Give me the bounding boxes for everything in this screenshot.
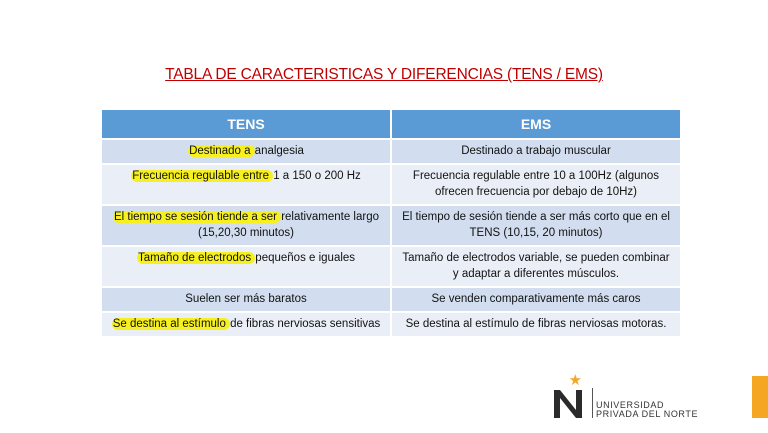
ems-cell: Tamaño de electrodos variable, se pueden combinar y adaptar a diferentes músculos. xyxy=(391,246,680,287)
column-header-ems: EMS xyxy=(391,110,680,139)
tens-cell xyxy=(102,139,391,164)
university-logo-text xyxy=(596,401,698,419)
table-row xyxy=(102,205,680,246)
ems-cell: Frecuencia regulable entre 10 a 100Hz (algunos ofrecen frecuencia por debajo de 10Hz) xyxy=(391,164,680,205)
ems-cell: El tiempo de sesión tiende a ser más corto que en el TENS (10,15, 20 minutos) xyxy=(391,205,680,246)
orange-accent-bar xyxy=(752,376,768,418)
column-header-tens: TENS xyxy=(102,110,391,139)
tens-text: de fibras nerviosas sensitivas xyxy=(230,318,381,330)
tens-highlight: Se destina al estímulo xyxy=(112,318,230,330)
ems-cell: Se venden comparativamente más caros xyxy=(391,287,680,312)
tens-text: Suelen ser más baratos xyxy=(185,293,307,305)
tens-text: relativamente largo (15,20,30 minutos) xyxy=(198,211,379,239)
tens-text: pequeños e iguales xyxy=(255,252,356,264)
tens-cell xyxy=(102,164,391,205)
table-row xyxy=(102,139,680,164)
logo-line-2: PRIVADA DEL NORTE xyxy=(596,409,699,419)
tens-highlight: Destinado a xyxy=(189,145,254,157)
comparison-table xyxy=(102,110,680,338)
page-title: TABLA DE CARACTERISTICAS Y DIFERENCIAS (TENS / EMS) xyxy=(165,66,603,83)
tens-cell xyxy=(102,312,391,337)
tens-cell xyxy=(102,205,391,246)
table-row xyxy=(102,164,680,205)
ems-cell: Destinado a trabajo muscular xyxy=(391,139,680,164)
tens-highlight: Frecuencia regulable entre xyxy=(132,170,273,182)
tens-highlight: El tiempo se sesión tiende a ser xyxy=(113,211,281,223)
table-row xyxy=(102,246,680,287)
table-row xyxy=(102,312,680,337)
logo-line-1: UNIVERSIDAD xyxy=(596,400,665,410)
tens-text: analgesia xyxy=(254,145,304,157)
ems-cell: Se destina al estímulo de fibras nerviosas motoras. xyxy=(391,312,680,337)
tens-cell xyxy=(102,287,391,312)
table-row xyxy=(102,287,680,312)
tens-text: 1 a 150 o 200 Hz xyxy=(273,170,361,182)
table-header-row xyxy=(102,110,680,139)
tens-highlight: Tamaño de electrodos xyxy=(137,252,255,264)
tens-cell xyxy=(102,246,391,287)
